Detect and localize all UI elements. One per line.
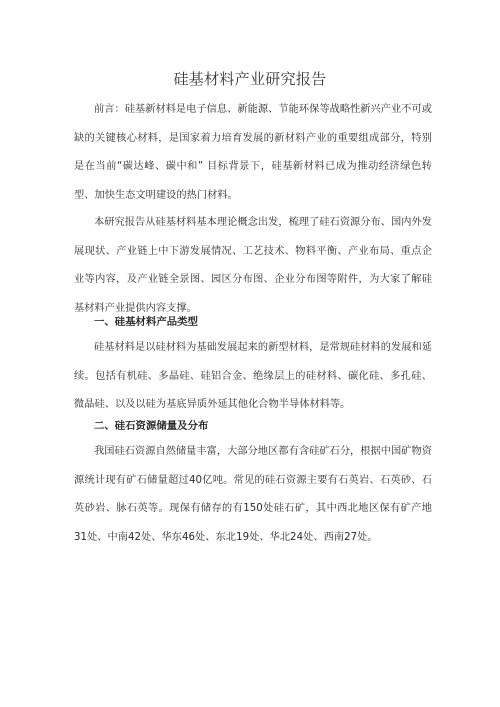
section1-paragraph: 硅基材料是以硅材料为基础发展起来的新型材料，是常规硅材料的发展和延续。包括有机硅、多晶硅、硅铝合金、绝缘层上的硅材料、碳化硅、多孔硅、微晶硅、以及以硅为基底异质外延其他化合物半导体材料等。 (74, 342, 432, 410)
section-heading-product-types: 一、硅基材料产品类型 (94, 316, 198, 328)
document-title: 硅基材料产业研究报告 (173, 70, 327, 88)
preface-paragraph: 前言：硅基新材料是电子信息、新能源、节能环保等战略性新兴产业不可或缺的关键核心材料，是国家着力培育发展的新材料产业的重要组成部分，特别是在当前“碳达峰、碳中和” 目标背景下，硅基新材料已成为推动经济绿色转型、加快生态文明建设的热门材料。 (74, 104, 432, 201)
intro-paragraph: 本研究报告从硅基材料基本理论概念出发，梳理了硅石资源分布、国内外发展现状、产业链上中下游发展情况、工艺技术、物料平衡、产业布局、重点企业等内容，及产业链全景图、园区分布图、企业分布图等附件，为大家了解硅基材料产业提供内容支撑。 (74, 217, 432, 314)
section-heading-silica-reserves: 二、硅石资源储量及分布 (94, 420, 209, 432)
section2-paragraph: 我国硅石资源自然储量丰富，大部分地区都有含硅矿石分，根据中国矿物资源统计现有矿石储量超过40亿吨。常见的硅石资源主要有石英岩、石英砂、石英砂岩、脉石英等。现保有储存的有150处硅石矿，其中西北地区保有矿产地31处、中南42处、华东46处、东北19处、华北24处、西南27处。 (74, 446, 432, 543)
